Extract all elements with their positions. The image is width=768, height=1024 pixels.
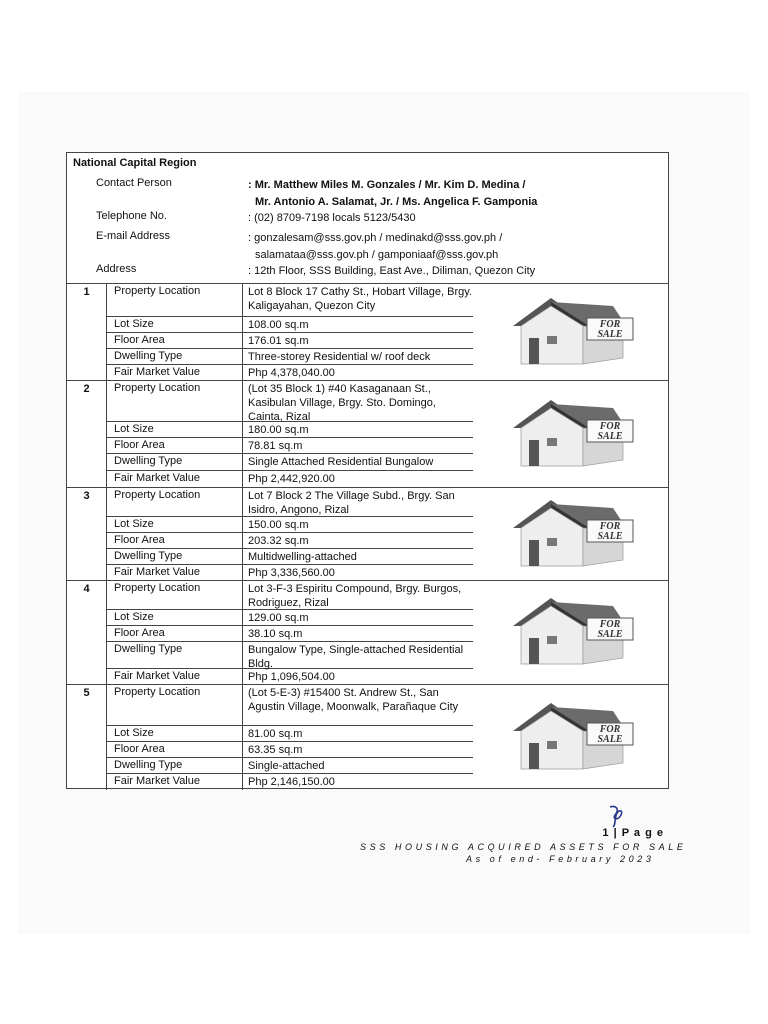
- field-value: 78.81 sq.m: [248, 440, 303, 452]
- field-value: Php 3,336,560.00: [248, 567, 335, 579]
- fair-market-value-row: [107, 365, 473, 381]
- field-value: Bungalow Type, Single-attached Residential Bldg.: [248, 644, 464, 670]
- field-label: Dwelling Type: [107, 758, 243, 773]
- field-label: Property Location: [107, 581, 243, 609]
- for-sale-text-2: SALE: [597, 629, 623, 640]
- field-value: 150.00 sq.m: [248, 519, 309, 531]
- field-label: Fair Market Value: [107, 471, 243, 488]
- email-line-1[interactable]: : gonzalesam@sss.gov.ph / medinakd@sss.gov.ph /: [248, 232, 503, 244]
- property-block: [67, 284, 668, 381]
- field-value: 176.01 sq.m: [248, 335, 309, 347]
- dwelling-type-row: [107, 549, 473, 565]
- for-sale-text-2: SALE: [597, 430, 623, 442]
- field-label: Floor Area: [107, 742, 243, 757]
- floor-area-row: [107, 333, 473, 349]
- field-value: 63.35 sq.m: [248, 744, 303, 756]
- field-value: 38.10 sq.m: [248, 628, 303, 640]
- listing-table: [66, 152, 669, 789]
- fair-market-value-row: [107, 669, 473, 685]
- field-label: Dwelling Type: [107, 642, 243, 668]
- property-details: [107, 381, 473, 487]
- field-label: Fair Market Value: [107, 669, 243, 685]
- email-line-2[interactable]: salamataa@sss.gov.ph / gamponiaaf@sss.gov.ph: [255, 249, 499, 261]
- field-value: 81.00 sq.m: [248, 728, 303, 740]
- property-block: [67, 581, 668, 685]
- lot-size-row: [107, 317, 473, 333]
- property-location-row: [107, 284, 473, 317]
- field-label: Lot Size: [107, 726, 243, 741]
- field-label: Fair Market Value: [107, 774, 243, 790]
- field-value: 129.00 sq.m: [248, 612, 309, 624]
- property-location-row: [107, 381, 473, 422]
- floor-area-row: [107, 533, 473, 549]
- field-value: (Lot 5-E-3) #15400 St. Andrew St., San Agustin Village, Moonwalk, Parañaque City: [248, 687, 459, 713]
- for-sale-house-image: [491, 701, 641, 775]
- property-number: 1: [67, 284, 107, 380]
- for-sale-text-1: FOR: [599, 520, 621, 532]
- field-value: Three-storey Residential w/ roof deck: [248, 351, 431, 363]
- property-block: [67, 381, 668, 488]
- for-sale-text-2: SALE: [597, 530, 623, 542]
- field-label: Lot Size: [107, 422, 243, 437]
- field-label: Floor Area: [107, 333, 243, 348]
- phone-label: Telephone No.: [96, 210, 167, 222]
- property-number: 3: [67, 488, 107, 580]
- field-value: (Lot 35 Block 1) #40 Kasaganaan St., Kasibulan Village, Brgy. Sto. Domingo, Cainta, Rizal: [248, 383, 436, 423]
- floor-area-row: [107, 626, 473, 642]
- field-value: Lot 8 Block 17 Cathy St., Hobart Village, Brgy. Kaligayahan, Quezon City: [248, 286, 472, 312]
- property-block: [67, 685, 668, 790]
- field-label: Property Location: [107, 488, 243, 516]
- for-sale-text-2: SALE: [597, 733, 623, 745]
- field-value: 108.00 sq.m: [248, 319, 309, 331]
- field-value: Single Attached Residential Bungalow: [248, 456, 434, 468]
- field-value: Php 1,096,504.00: [248, 671, 335, 683]
- for-sale-text-2: SALE: [597, 328, 623, 340]
- property-number: 2: [67, 381, 107, 487]
- field-value: 203.32 sq.m: [248, 535, 309, 547]
- property-number: 5: [67, 685, 107, 790]
- field-label: Fair Market Value: [107, 565, 243, 581]
- for-sale-house-image: [491, 296, 641, 370]
- field-label: Dwelling Type: [107, 549, 243, 564]
- page-number: 1 | P a g e: [602, 827, 664, 839]
- for-sale-text-1: FOR: [599, 723, 621, 735]
- field-value: Single-attached: [248, 760, 325, 772]
- lot-size-row: [107, 610, 473, 626]
- footer-title: SSS HOUSING ACQUIRED ASSETS FOR SALE: [360, 842, 687, 852]
- fair-market-value-row: [107, 774, 473, 790]
- property-location-row: [107, 488, 473, 517]
- property-number: 4: [67, 581, 107, 684]
- floor-area-row: [107, 742, 473, 758]
- for-sale-house-image: [491, 596, 641, 670]
- for-sale-text-1: FOR: [599, 318, 621, 330]
- lot-size-row: [107, 517, 473, 533]
- field-value: Php 2,146,150.00: [248, 776, 335, 788]
- handwritten-initial: [604, 803, 630, 829]
- field-label: Floor Area: [107, 438, 243, 453]
- address-label: Address: [96, 263, 137, 275]
- contact-line-2: Mr. Antonio A. Salamat, Jr. / Ms. Angelica F. Gamponia: [255, 196, 538, 208]
- floor-area-row: [107, 438, 473, 454]
- contact-label: Contact Person: [96, 177, 172, 189]
- field-label: Lot Size: [107, 610, 243, 625]
- field-value: Lot 3-F-3 Espiritu Compound, Brgy. Burgos, Rodriguez, Rizal: [248, 583, 462, 609]
- for-sale-house-image: [491, 398, 641, 472]
- field-value: Lot 7 Block 2 The Village Subd., Brgy. San Isidro, Angono, Rizal: [248, 490, 455, 516]
- property-block: [67, 488, 668, 581]
- field-label: Floor Area: [107, 626, 243, 641]
- field-label: Property Location: [107, 381, 243, 421]
- for-sale-house-image: [491, 498, 641, 572]
- property-details: [107, 581, 473, 684]
- lot-size-row: [107, 726, 473, 742]
- lot-size-row: [107, 422, 473, 438]
- field-label: Fair Market Value: [107, 365, 243, 381]
- footer-date: As of end- February 2023: [466, 854, 655, 864]
- contact-line-1: : Mr. Matthew Miles M. Gonzales / Mr. Kim D. Medina /: [248, 179, 526, 191]
- property-details: [107, 685, 473, 790]
- property-details: [107, 284, 473, 380]
- contact-header: [67, 153, 668, 284]
- field-label: Dwelling Type: [107, 349, 243, 364]
- dwelling-type-row: [107, 758, 473, 774]
- for-sale-text-1: FOR: [599, 619, 621, 630]
- field-value: Php 4,378,040.00: [248, 367, 335, 379]
- email-value: [248, 230, 658, 264]
- dwelling-type-row: [107, 642, 473, 669]
- field-value: 180.00 sq.m: [248, 424, 309, 436]
- property-location-row: [107, 581, 473, 610]
- contact-value: [248, 177, 658, 211]
- field-value: Multidwelling-attached: [248, 551, 357, 563]
- fair-market-value-row: [107, 471, 473, 488]
- property-details: [107, 488, 473, 580]
- for-sale-text-1: FOR: [599, 420, 621, 432]
- field-value: Php 2,442,920.00: [248, 473, 335, 485]
- fair-market-value-row: [107, 565, 473, 581]
- address-value: : 12th Floor, SSS Building, East Ave., Diliman, Quezon City: [248, 265, 536, 277]
- dwelling-type-row: [107, 454, 473, 471]
- field-label: Property Location: [107, 685, 243, 725]
- field-label: Lot Size: [107, 517, 243, 532]
- email-label: E-mail Address: [96, 230, 170, 242]
- phone-value: : (02) 8709-7198 locals 5123/5430: [248, 212, 416, 224]
- field-label: Dwelling Type: [107, 454, 243, 470]
- field-label: Property Location: [107, 284, 243, 316]
- field-label: Floor Area: [107, 533, 243, 548]
- dwelling-type-row: [107, 349, 473, 365]
- region-title: National Capital Region: [73, 157, 197, 169]
- property-location-row: [107, 685, 473, 726]
- field-label: Lot Size: [107, 317, 243, 332]
